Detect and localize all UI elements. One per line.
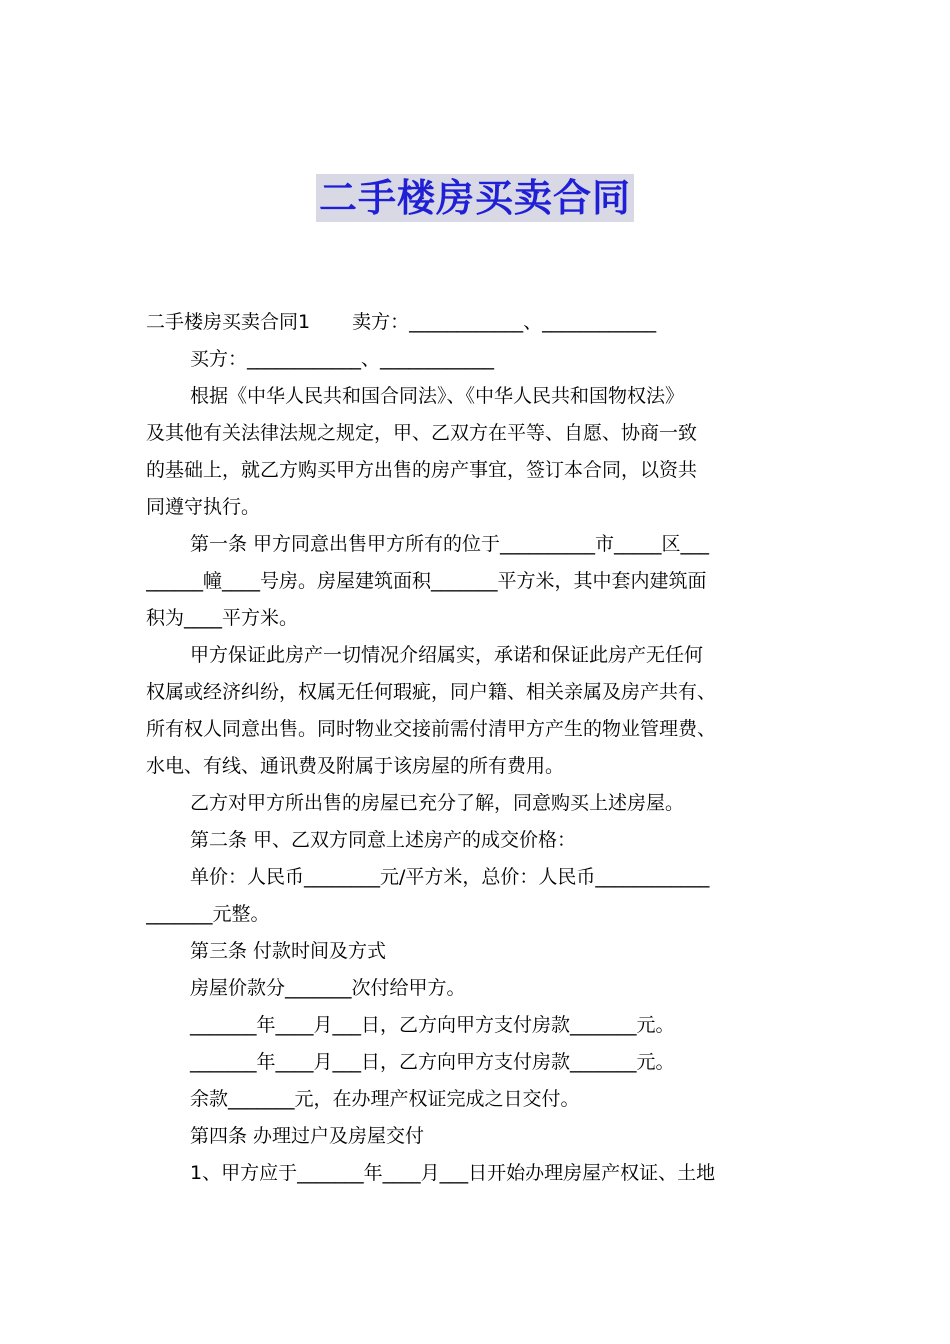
paragraph-line: 所有权人同意出售。同时物业交接前需付清甲方产生的物业管理费、 bbox=[146, 718, 717, 740]
paragraph-line: ______幢____号房。房屋建筑面积_______平方米，其中套内建筑面 bbox=[146, 570, 707, 592]
paragraph-line: 权属或经济纠纷，权属无任何瑕疵，同户籍、相关亲属及房产共有、 bbox=[146, 681, 717, 703]
paragraph-line: 的基础上，就乙方购买甲方出售的房产事宜，签订本合同，以资共 bbox=[146, 459, 698, 481]
paragraph-line: 余款_______元，在办理产权证完成之日交付。 bbox=[190, 1088, 580, 1110]
paragraph-line: 乙方对甲方所出售的房屋已充分了解，同意购买上述房屋。 bbox=[190, 792, 685, 814]
paragraph-line: _______元整。 bbox=[146, 903, 270, 925]
paragraph-line: 积为____平方米。 bbox=[146, 607, 299, 629]
title-container bbox=[0, 174, 950, 222]
paragraph-line: 房屋价款分_______次付给甲方。 bbox=[190, 977, 466, 999]
article-heading: 第一条 甲方同意出售甲方所有的位于__________市_____区___ bbox=[190, 533, 710, 555]
paragraph-line: 水电、有线、通讯费及附属于该房屋的所有费用。 bbox=[146, 755, 565, 777]
document-body bbox=[146, 304, 806, 1192]
article-heading: 第二条 甲、乙双方同意上述房产的成交价格： bbox=[190, 829, 577, 851]
paragraph-line: _______年____月___日，乙方向甲方支付房款_______元。 bbox=[190, 1014, 675, 1036]
paragraph-line: 及其他有关法律法规之规定，甲、乙双方在平等、自愿、协商一致 bbox=[146, 422, 698, 444]
document-title: 二手楼房买卖合同 bbox=[316, 174, 634, 222]
seller-line: 卖方：____________、____________ bbox=[352, 311, 657, 333]
paragraph-line: 同遵守执行。 bbox=[146, 496, 261, 518]
article-heading: 第三条 付款时间及方式 bbox=[190, 940, 387, 962]
paragraph-line bbox=[146, 304, 806, 341]
paragraph-line: 单价：人民币________元/平方米，总价：人民币____________ bbox=[190, 866, 710, 888]
article-heading: 第四条 办理过户及房屋交付 bbox=[190, 1125, 425, 1147]
contract-subtitle: 二手楼房买卖合同1 bbox=[146, 311, 311, 333]
paragraph-line: 根据《中华人民共和国合同法》、《中华人民共和国物权法》 bbox=[190, 385, 685, 407]
paragraph-line: 甲方保证此房产一切情况介绍属实，承诺和保证此房产无任何 bbox=[190, 644, 704, 666]
buyer-line: 买方：____________、____________ bbox=[190, 348, 495, 370]
paragraph-line: _______年____月___日，乙方向甲方支付房款_______元。 bbox=[190, 1051, 675, 1073]
paragraph-line: 1、甲方应于_______年____月___日开始办理房屋产权证、土地 bbox=[190, 1162, 716, 1184]
